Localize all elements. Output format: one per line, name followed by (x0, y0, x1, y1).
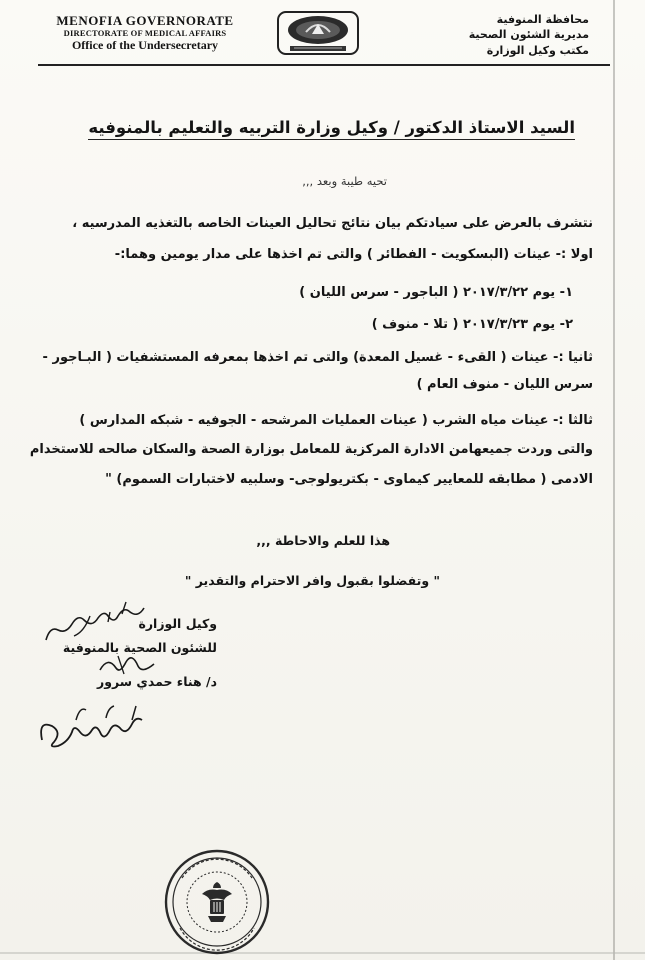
letterhead-office: Office of the Undersecretary (71, 37, 219, 52)
handwritten-signature-icon (36, 700, 156, 756)
first-item-line: اولا :- عينات (البسكويت - الفطائر ) والتى تم اخذها على مدار يومين وهما:- (114, 247, 593, 262)
page-bottom-edge (0, 952, 645, 954)
first-item-day1: ١- يوم ٢٠١٧/٣/٢٢ ( الباجور - سرس الليان ) (299, 285, 573, 300)
official-seal-stamp-icon (162, 848, 272, 956)
addressee-line: السيد الاستاذ الدكتور / وكيل وزارة التربيه والتعليم بالمنوفيه (88, 118, 575, 140)
closing-line: هذا للعلم والاحاطة ,,, (256, 533, 390, 548)
intro-line: نتشرف بالعرض على سيادتكم بيان نتائج تحاليل العينات الخاصه بالتغذيه المدرسيه ، (72, 216, 593, 231)
letterhead-divider (38, 64, 610, 66)
governorate-logo-icon (276, 10, 360, 56)
letterhead-governorate: MENOFIA GOVERNORATE (56, 13, 234, 28)
second-item-line: ثانيا :- عينات ( القىء - غسيل المعدة) والتى تم اخذها بمعرفه المستشفيات ( البـاجور - (42, 350, 593, 365)
signature-department: للشئون الصحية بالمنوفية (62, 639, 217, 655)
letterhead-ar-office: مكتب وكيل الوزارة (486, 43, 589, 57)
signatory-name: د/ هناء حمدي سرور (97, 673, 217, 689)
signature-title: وكيل الوزارة (138, 616, 217, 631)
letterhead-arabic (395, 12, 595, 58)
page-edge-shadow (613, 0, 615, 960)
letterhead-english (40, 14, 250, 53)
second-item-continuation: سرس الليان - منوف العام ) (416, 377, 593, 392)
letterhead-directorate: DIRECTORATE OF MEDICAL AFFAIRS (63, 27, 227, 38)
signature-mark-icon (96, 650, 158, 678)
result-line-2: الادمى ( مطابقه للمعايير كيماوى - بكتريولوجى- وسلبيه لاختبارات السموم) " (105, 472, 593, 487)
first-item-day2: ٢- يوم ٢٠١٧/٣/٢٣ ( تلا - منوف ) (371, 317, 573, 332)
third-item-line: ثالثا :- عينات مياه الشرب ( عينات العمليات المرشحه - الجوفيه - شبكه المدارس ) (79, 413, 593, 428)
regards-line: " وتفضلوا بقبول وافر الاحترام والتقدير " (184, 573, 440, 588)
letterhead-ar-directorate: مديرية الشئون الصحية (468, 28, 589, 42)
result-line-1: والتى وردت جميعهامن الادارة المركزية للمعامل بوزارة الصحة والسكان صالحه للاستخدام (29, 442, 593, 457)
greeting-line: تحيه طيبة وبعد ,,, (302, 174, 387, 188)
letterhead-ar-governorate: محافظة المنوفية (496, 13, 589, 26)
